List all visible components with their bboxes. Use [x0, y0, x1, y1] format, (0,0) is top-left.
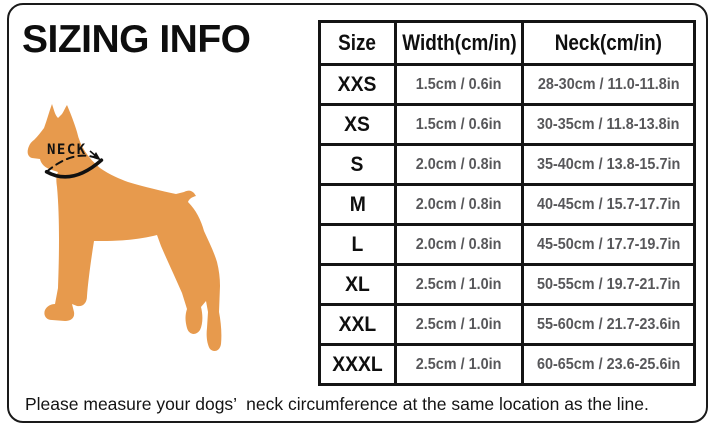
size-cell: XL [321, 266, 394, 303]
dog-diagram [10, 90, 310, 380]
size-cell: L [321, 226, 394, 263]
sizing-table [318, 20, 696, 386]
neck-label: NECK [47, 142, 87, 158]
neck-cell: 55-60cm / 21.7-23.6in [524, 306, 693, 343]
width-cell: 2.5cm / 1.0in [397, 306, 521, 343]
size-cell: XXL [321, 306, 394, 343]
page-title: SIZING INFO [22, 18, 251, 61]
size-cell: XS [321, 106, 394, 143]
width-cell: 2.5cm / 1.0in [397, 266, 521, 303]
width-cell: 2.0cm / 0.8in [397, 146, 521, 183]
col-header-size [321, 23, 394, 63]
width-cell: 1.5cm / 0.6in [397, 106, 521, 143]
width-cell: 2.0cm / 0.8in [397, 226, 521, 263]
neck-cell: 60-65cm / 23.6-25.6in [524, 346, 693, 383]
size-cell: S [321, 146, 394, 183]
col-header-neck [524, 23, 693, 63]
col-header-size-label: Size [338, 30, 377, 55]
size-cell: XXXL [321, 346, 394, 383]
neck-cell: 45-50cm / 17.7-19.7in [524, 226, 693, 263]
col-header-width [397, 23, 521, 63]
col-header-width-label: Width(cm/in) [401, 30, 517, 55]
width-cell: 1.5cm / 0.6in [397, 66, 521, 103]
width-cell: 2.0cm / 0.8in [397, 186, 521, 223]
size-cell: XXS [321, 66, 394, 103]
neck-cell: 28-30cm / 11.0-11.8in [524, 66, 693, 103]
neck-cell: 35-40cm / 13.8-15.7in [524, 146, 693, 183]
col-header-neck-label: Neck(cm/in) [554, 30, 663, 55]
dog-silhouette-icon [10, 90, 310, 380]
neck-cell: 50-55cm / 19.7-21.7in [524, 266, 693, 303]
neck-cell: 40-45cm / 15.7-17.7in [524, 186, 693, 223]
neck-cell: 30-35cm / 11.8-13.8in [524, 106, 693, 143]
measurement-instruction: Please measure your dogs’ neck circumference at the same location as the line. [25, 394, 649, 414]
size-cell: M [321, 186, 394, 223]
width-cell: 2.5cm / 1.0in [397, 346, 521, 383]
